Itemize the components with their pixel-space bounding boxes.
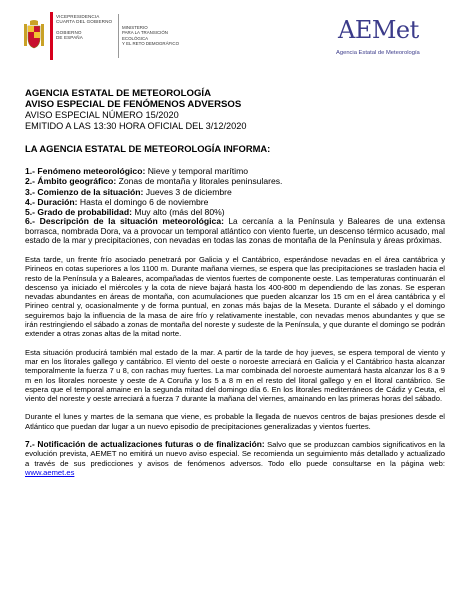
point-7-updates xyxy=(25,440,445,477)
point-text: La cercanía a la Península y Baleares de una extensa borrasca, nombrada Dora, va a provocar un temporal atlántico con viento fuerte, un descenso térmico acusado, mal estado de la mar y precipitaciones, con nevadas en todas las zonas de montaña de la Península y áreas próximas. xyxy=(25,217,445,246)
document-header xyxy=(0,0,465,78)
ministry-line: PARA LA TRANSICIÓN ECOLÓGICA xyxy=(122,30,168,41)
agency-title: AGENCIA ESTATAL DE METEOROLOGÍA xyxy=(25,88,212,99)
point-value: Muy alto (más del 80%) xyxy=(131,207,225,217)
informa-heading: LA AGENCIA ESTATAL DE METEOROLOGÍA INFORMA: xyxy=(25,143,271,155)
point-label: 2.- Ámbito geográfico: xyxy=(25,176,117,187)
paragraph-outlook: Durante el lunes y martes de la semana que viene, es probable la llegada de nuevos centros de bajas presiones desde el Atlántico que puedan dar lugar a un nuevo episodio de precipitaciones generalizadas y vientos fuertes. xyxy=(25,412,445,431)
paragraph-snow: Esta tarde, un frente frío asociado penetrará por Galicia y el Cantábrico, esperándose nevadas en el área cantábrica y Pirineos en cotas superiores a los 1100 m. Durante mañana viernes, se espera que las precipitaciones se trasladen hacia el resto de la Península y a Baleares, acompañadas de vientos fuertes de componente oeste. Las temperaturas continuarán el descenso ya iniciado el miércoles y la cota de nieve bajará hasta los 400-800 m dependiendo de las zonas. Se esperan nevadas abundantes en áreas de montaña, con acumulaciones que pueden alcanzar los 15 cm en el área cantábrica y el Pirineo central y, ocasionalmente y de forma puntual, en zonas más bajas de la Meseta. Durante el sábado y el domingo seguiremos bajo la influencia de la masa de aire frío y relativamente inestable, con nevadas menos abundantes y que se irán restringiendo el sábado a zonas de montaña del noreste y sudeste de la Península, y que durante el domingo se podrán extender a otras zonas altas de la mitad norte. xyxy=(25,254,445,339)
point-value: Zonas de montaña y litorales peninsulares. xyxy=(116,176,283,187)
gov-line: VICEPRESIDENCIA xyxy=(56,14,100,19)
point-label: 1.- Fenómeno meteorológico: xyxy=(25,166,146,177)
point-label: 7.- Notificación de actualizaciones futuras o de finalización: xyxy=(25,439,265,450)
point-item xyxy=(25,197,445,207)
aemet-website-link[interactable]: www.aemet.es xyxy=(25,467,75,477)
point-value: Nieve y temporal marítimo xyxy=(145,166,249,177)
paragraph-sea: Esta situación producirá también mal estado de la mar. A partir de la tarde de hoy jueves, se espera temporal de viento y mar en los litorales gallego y cantábrico. El viento del oeste o noroeste arreciará en Galicia y el Cantábrico hasta alcanzar temporalmente la fuerza 7 u 8, con rachas muy fuertes. La mar combinada del noroeste aumentará hasta alcanzar los 8 a 9 m en los litorales noroeste y oeste de A Coruña y los 5 a 8 m en el resto del litoral gallego y en el litoral cantábrico. Se espera que el temporal amaine en la segunda mitad del domingo día 6. En los litorales mediterráneos de Cádiz y Ceuta, el viento del noreste y oeste arreciará a fuerza 7 durante la mañana del viernes, amainando en las primeras horas del sábado. xyxy=(25,347,445,404)
point-label: 4.- Duración: xyxy=(25,196,78,207)
aemet-logo xyxy=(330,12,450,62)
point-value: Jueves 3 de diciembre xyxy=(143,186,232,197)
gov-line: CUARTA DEL GOBIERNO xyxy=(56,19,113,25)
spanish-coat-of-arms-icon xyxy=(22,20,46,50)
point-value: Hasta el domingo 6 de noviembre xyxy=(77,196,209,207)
point-label: 6.- Descripción de la situación meteorológica: xyxy=(25,216,224,227)
government-logo xyxy=(22,12,182,60)
ministry-line: Y EL RETO DEMOGRÁFICO xyxy=(122,41,180,47)
gov-text xyxy=(56,14,112,41)
point-label: 5.- Grado de probabilidad: xyxy=(25,207,132,217)
document-body xyxy=(25,88,445,477)
aemet-wordmark: AEMet xyxy=(338,16,419,44)
notice-title: AVISO ESPECIAL DE FENÓMENOS ADVERSOS xyxy=(25,99,242,110)
issued-time: EMITIDO A LAS 13:30 HORA OFICIAL DEL 3/12/2020 xyxy=(25,120,247,131)
point-text: Salvo que se produzcan cambios significativos en la evolución prevista, AEMET no emitirá un nuevo aviso especial. Se recomienda un seguimiento más detallado y actualizado a través de sus predicciones y avisos de fenómenos adversos. Todo ello puede consultarse en la página web: xyxy=(25,440,445,468)
gov-red-bar xyxy=(50,12,53,60)
gov-line: DE ESPAÑA xyxy=(56,35,83,41)
gov-line: GOBIERNO xyxy=(56,29,82,35)
ministry-line: MINISTERIO xyxy=(122,25,148,30)
point-item xyxy=(25,187,445,197)
notice-number: AVISO ESPECIAL NÚMERO 15/2020 xyxy=(25,110,179,120)
aemet-subtitle: Agencia Estatal de Meteorología xyxy=(336,50,420,56)
ministry-name xyxy=(118,14,188,58)
point-6-description xyxy=(25,217,445,246)
point-item xyxy=(25,176,445,186)
notice-points xyxy=(25,166,445,246)
point-label: 3.- Comienzo de la situación: xyxy=(25,186,144,197)
point-item xyxy=(25,166,445,176)
